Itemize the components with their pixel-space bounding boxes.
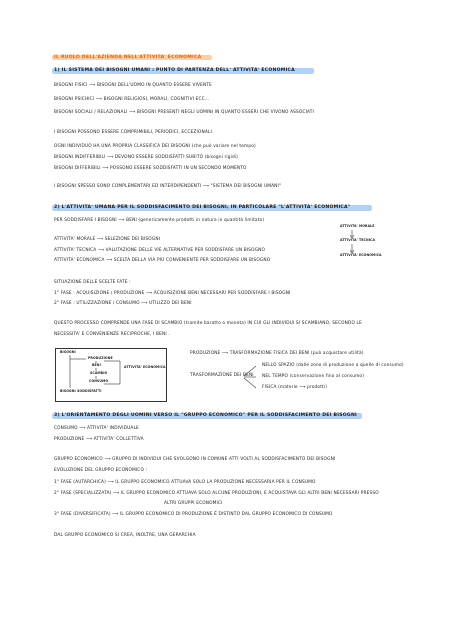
s2-line: PER SODDISFARE I BISOGNI ⟶ BENI (genericamente prodotti in natura in quantità limitata) (54, 218, 265, 223)
diagram-bisogni: BISOGNI (60, 350, 76, 354)
s2-line: QUESTO PROCESSO COMPRENDE UNA FASE DI SCAMBIO (tramite baratto o moneta) IN CUI GLI INDIVIDUI SI SCAMBIANO, SECONDO LE (54, 321, 362, 326)
diagram-attivita: ATTIVITA' ECONOMICA (124, 365, 166, 369)
s3-line: 1° FASE (AUTARCHICA) ⟶ IL GRUPPO ECONOMICO ATTUAVA SOLO LA PRODUZIONE NECESSARIA PER IL CONSUMO (54, 480, 316, 485)
s2-line: ATTIVITA' ECONOMICA ⟶ SCELTA DELLA VIA PIÙ CONVENIENTE PER SODDISFARE UN BISOGNO (54, 258, 271, 263)
s3-line: ALTRI GRUPPI ECONOMICI (164, 501, 223, 506)
s2-line: ATTIVITA' TECNICA ⟶ VALUTAZIONE DELLE VIE ALTERNATIVE PER SODDISFARE UN BISOGNO (54, 248, 265, 253)
s1-line: BISOGNI INDIFFERIBILI ⟶ DEVONO ESSERE SODDISFATTI SUBITO (bisogni rigidi) (54, 155, 238, 160)
s2-line: ATTIVITA' MORALE ⟶ SELEZIONE DEI BISOGNI (54, 237, 161, 242)
s2-transformation: TRASFORMAZIONE DEI BENI (190, 373, 254, 378)
side-moral: ATTIVITA' MORALE (340, 224, 375, 228)
diagram-soddisfatti: BISOGNI SODDISFATTI (60, 389, 102, 393)
s2-line: SITUAZIONE DELLE SCELTE FATE : (54, 280, 131, 285)
section-3-heading: 3) L'ORIENTAMENTO DEGLI UOMINI VERSO IL "GRUPPO ECONOMICO" PER IL SODDISFACIMENTO DEI BISOGNI (54, 413, 358, 418)
s2-line: 1° FASE : ACQUISIZIONE / PRODUZIONE ⟶ ACQUISIZIONE BENI NECESSARI PER SODDISFARE I BISOGNI (54, 291, 291, 296)
s3-line: CONSUMO ⟶ ATTIVITA' INDIVIDUALE (54, 426, 139, 431)
s1-line: BISOGNI SOCIALI / RELAZIONALI ⟶ BISOGNI PRESENTI NEGLI UOMINI IN QUANTO ESSERI CHE VIVONO ASSOCIATI (54, 110, 314, 115)
s2-space: NELLO SPAZIO (dalle zone di produzione a quelle di consumo) (262, 363, 404, 368)
s2-line: NECESSITA' E CONVENIENZE RECIPROCHE, I BENI . (54, 332, 170, 337)
s1-line: OGNI INDIVIDUO HA UNA PROPRIA CLASSIFICA DEI BISOGNI (che può variare nel tempo) (54, 144, 256, 149)
s3-line: EVOLUZIONE DEL GRUPPO ECONOMICO : (54, 468, 148, 473)
s1-line: I BISOGNI SPESSO SONO COMPLEMENTARI ED INTERDIPENDENTI ⟶ "SISTEMA DEI BISOGNI UMANI" (54, 184, 282, 189)
section-2-heading: 2) L'ATTIVITA' UMANA PER IL SODDISFACIMENTO DEI BISOGNI, IN PARTICOLARE "L'ATTIVITA' ECONOMICA" (54, 205, 351, 210)
diagram-consumo: CONSUMO (89, 379, 109, 383)
side-economic: ATTIVITA' ECONOMICA (340, 253, 382, 257)
s1-line: I BISOGNI POSSONO ESSERE COMPRIMIBILI, PERIODICI, ECCEZIONALI. (54, 130, 214, 135)
s3-line: GRUPPO ECONOMICO ⟶ GRUPPO DI INDIVIDUI CHE SVOLGONO IN COMUNE ATTI VOLTI AL SODDISFACIMENTO DEI BISOGNI (54, 457, 336, 462)
s3-line: 2° FASE (SPECIALIZZATA) ⟶ IL GRUPPO ECONOMICO ATTUAVA SOLO ALCUNE PRODUZIONI, E ACQUISTAVA GLI ALTRI BENI NECESSARI PRESSO (54, 491, 379, 496)
s2-line: 2° FASE : UTILIZZAZIONE / CONSUMO ⟶ UTILIZZO DEI BENI (54, 301, 192, 306)
diagram-beni: BENI (92, 363, 101, 367)
s2-time: NEL TEMPO (conservazione fino al consumo) (262, 374, 365, 379)
side-technical: ATTIVITA' TECNICA (340, 238, 376, 242)
s1-line: BISOGNI FISICI ⟶ BISOGNI DELL'UOMO IN QUANTO ESSERE VIVENTE (54, 83, 212, 88)
s3-line: PRODUZIONE ⟶ ATTIVITA' COLLETTIVA (54, 437, 144, 442)
diagram-scambio: SCAMBIO (90, 371, 108, 375)
s2-production: PRODUZIONE ⟶ TRASFORMAZIONE FISICA DEI BENI (può acquistare utilità) (190, 351, 364, 356)
s2-physical: FISICA (materie ⟶ prodotti) (262, 385, 328, 390)
s1-line: BISOGNI DIFFERIBILI ⟶ POSSONO ESSERE SODDISFATTI IN UN SECONDO MOMENTO (54, 166, 247, 171)
s1-line: BISOGNI PSICHICI ⟶ BISOGNI RELIGIOSI, MORALI, COGNITIVI ECC... (54, 97, 210, 102)
s3-line: 3° FASE (DIVERSIFICATA) ⟶ IL GRUPPO ECONOMICO DI PRODUZIONE È DISTINTO DAL GRUPPO ECONOMICO DI CONSUMO (54, 512, 333, 517)
section-1-heading: 1) IL SISTEMA DEI BISOGNI UMANI : PUNTO DI PARTENZA DELL' ATTIVITA' ECONOMICA (54, 68, 295, 73)
page-title: IL RUOLO DELL'AZIENDA NELL'ATTIVITA' ECONOMICA (54, 55, 202, 60)
s3-line: DAL GRUPPO ECONOMICO SI CREA, INOLTRE, UNA GERARCHIA (54, 533, 196, 538)
diagram-produzione: PRODUZIONE (88, 356, 113, 360)
